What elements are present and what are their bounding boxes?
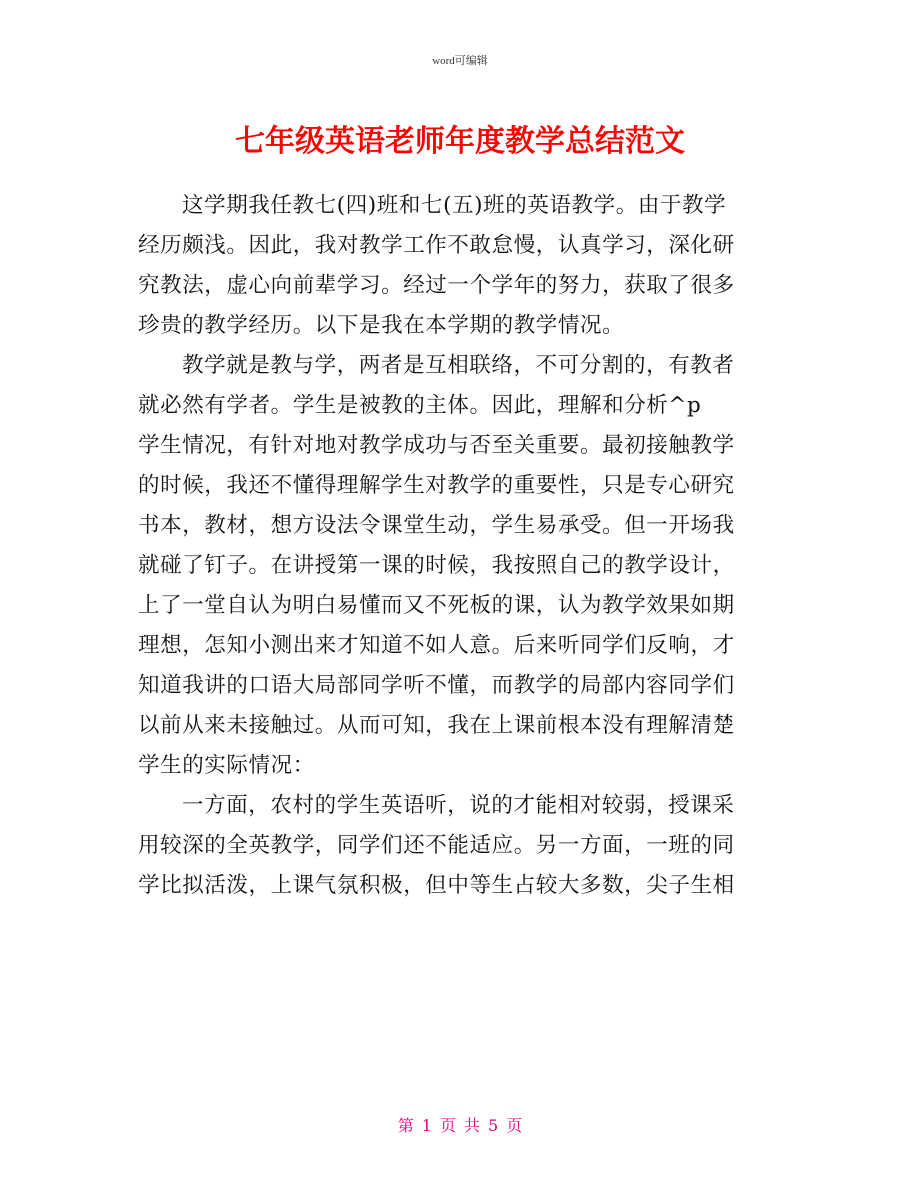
footer-suffix: 页 (506, 1116, 523, 1135)
body-line: 这学期我任教七(四)班和七(五)班的英语教学。由于教学 (182, 193, 727, 218)
body-line: 的时候，我还不懂得理解学生对教学的重要性，只是专心研究 (138, 473, 735, 498)
body-line: 经历颇浅。因此，我对教学工作不敢怠慢，认真学习，深化研 (138, 233, 735, 258)
page-header-note: word可编辑 (432, 55, 488, 67)
footer-prefix: 第 (397, 1116, 414, 1135)
body-line: 学生的实际情况： (138, 753, 315, 778)
body-line: 上了一堂自认为明白易懂而又不死板的课，认为教学效果如期 (138, 593, 735, 618)
body-line: 教学就是教与学，两者是互相联络，不可分割的，有教者 (182, 353, 735, 378)
document-body (138, 186, 786, 906)
body-line: 就必然有学者。学生是被教的主体。因此，理解和分析^p (138, 393, 702, 418)
footer-current-page: 1 (421, 1116, 432, 1135)
footer-total-pages: 5 (488, 1116, 499, 1135)
body-line: 理想，怎知小测出来才知道不如人意。后来听同学们反响，才 (138, 633, 735, 658)
body-line: 学生情况，有针对地对教学成功与否至关重要。最初接触教学 (138, 433, 735, 458)
page-footer (0, 1113, 920, 1136)
body-line: 究教法，虚心向前辈学习。经过一个学年的努力，获取了很多 (138, 273, 735, 298)
body-line: 书本，教材，想方设法令课堂生动，学生易承受。但一开场我 (138, 513, 735, 538)
body-line: 以前从来未接触过。从而可知，我在上课前根本没有理解清楚 (138, 713, 735, 738)
body-line: 知道我讲的口语大局部同学听不懂，而教学的局部内容同学们 (138, 673, 735, 698)
body-line: 就碰了钉子。在讲授第一课的时候，我按照自己的教学设计， (138, 553, 735, 578)
body-line: 学比拟活泼，上课气氛积极，但中等生占较大多数，尖子生相 (138, 873, 735, 898)
body-line: 用较深的全英教学，同学们还不能适应。另一方面，一班的同 (138, 833, 735, 858)
footer-total-prefix: 共 (464, 1116, 481, 1135)
body-line: 一方面，农村的学生英语听，说的才能相对较弱，授课采 (182, 793, 735, 818)
document-title: 七年级英语老师年度教学总结范文 (235, 124, 685, 159)
body-line: 珍贵的教学经历。以下是我在本学期的教学情况。 (138, 313, 625, 338)
footer-page-word: 页 (439, 1116, 456, 1135)
